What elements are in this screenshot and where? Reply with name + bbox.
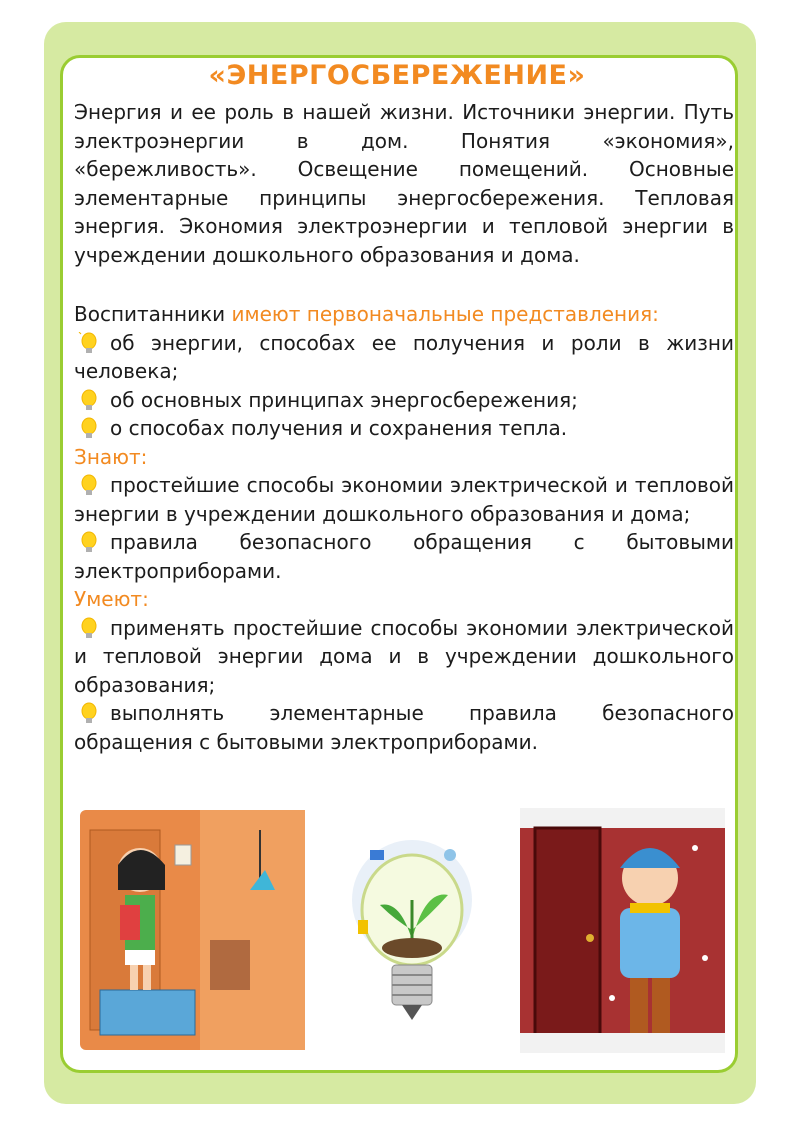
can-heading: Умеют: bbox=[74, 587, 149, 611]
lightbulb-icon bbox=[78, 702, 100, 726]
boy-closing-door-illustration bbox=[520, 808, 725, 1053]
lightbulb-icon bbox=[78, 617, 100, 641]
know-heading: Знают: bbox=[74, 444, 148, 469]
list-item: простейшие способы экономии электрической и тепловой энергии в учреждении дошкольного образования и дома; bbox=[74, 473, 734, 526]
list-item: об энергии, способах ее получения и роли в жизни человека; bbox=[74, 330, 734, 383]
eco-lightbulb-illustration bbox=[340, 830, 485, 1030]
intro-paragraph: Энергия и ее роль в нашей жизни. Источники энергии. Путь электроэнергии в дом. Понятия «экономия», «бережливость». Освещение помещений. Основные элементарные принципы энергосбережения. Тепловая энергия. Экономия электроэнергии и тепловой энергии в учреждении дошкольного образования и дома. bbox=[74, 100, 734, 267]
lightbulb-icon bbox=[78, 474, 100, 498]
ideas-section bbox=[74, 300, 734, 756]
lightbulb-icon bbox=[78, 332, 100, 356]
ideas-lead bbox=[74, 300, 734, 329]
page-title: «ЭНЕРГОСБЕРЕЖЕНИЕ» bbox=[208, 60, 586, 91]
girl-switching-light-illustration bbox=[80, 810, 305, 1050]
lightbulb-icon bbox=[78, 531, 100, 555]
list-item: применять простейшие способы экономии электрической и тепловой энергии дома и в учреждении дошкольного образования; bbox=[74, 615, 734, 697]
ideas-lead-highlight: имеют первоначальные представления: bbox=[231, 302, 659, 326]
list-item: об основных принципах энергосбережения; bbox=[74, 386, 734, 415]
lightbulb-icon bbox=[78, 417, 100, 441]
list-item: о способах получения и сохранения тепла. bbox=[74, 414, 734, 443]
ideas-lead-text: Воспитанники bbox=[74, 302, 232, 326]
list-item: выполнять элементарные правила безопасного обращения с бытовыми электроприборами. bbox=[74, 701, 734, 754]
lightbulb-icon bbox=[78, 389, 100, 413]
list-item: правила безопасного обращения с бытовыми электроприборами. bbox=[74, 530, 734, 583]
